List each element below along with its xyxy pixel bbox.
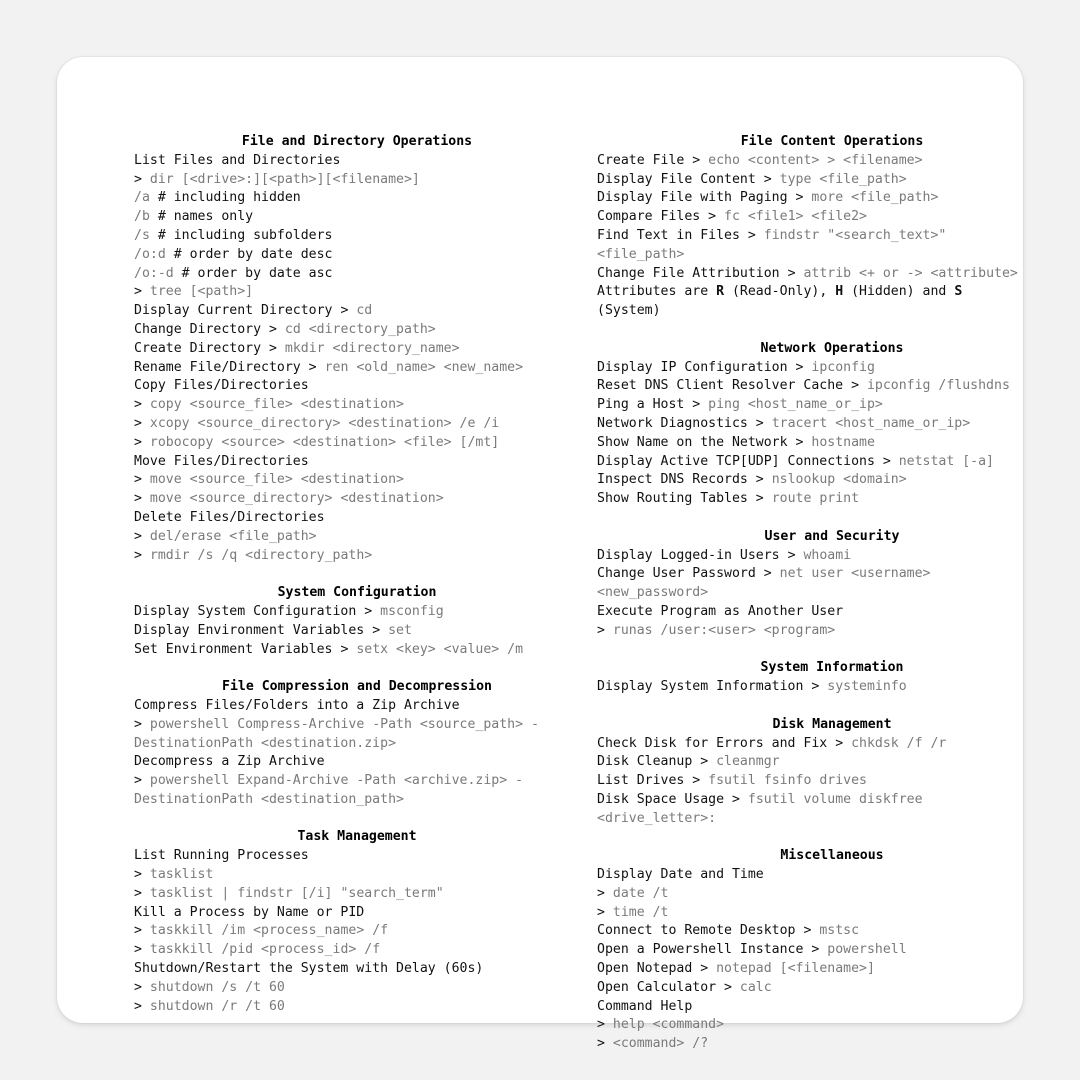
command-text: powershell Compress-Archive -Path <source_path> - xyxy=(149,716,539,732)
prompt-arrow: > xyxy=(692,961,717,977)
prompt-arrow: > xyxy=(716,979,740,995)
command-line xyxy=(597,265,1067,284)
command-text: del/erase <file_path> xyxy=(149,528,317,544)
command-line xyxy=(134,265,580,284)
section-title-system-configuration: System Configuration xyxy=(277,585,437,601)
prompt-arrow: > xyxy=(261,321,285,337)
command-line xyxy=(597,208,1067,227)
prompt-arrow: > xyxy=(747,415,772,431)
prompt-arrow: > xyxy=(692,754,717,770)
command-line xyxy=(597,885,1067,904)
description-text: (System) xyxy=(597,303,661,319)
description-text: Shutdown/Restart the System with Delay (60s) xyxy=(134,961,484,977)
command-text: calc xyxy=(739,979,772,995)
command-line xyxy=(597,283,1067,302)
command-text: setx <key> <value> /m xyxy=(356,641,524,657)
command-line xyxy=(134,753,580,772)
command-text: /o:-d xyxy=(134,265,174,281)
prompt-arrow: > xyxy=(134,284,150,300)
command-line xyxy=(597,565,1067,584)
prompt-arrow: > xyxy=(779,547,804,563)
prompt-arrow: > xyxy=(843,378,867,394)
prompt-arrow: > xyxy=(134,397,150,413)
description-text: Execute Program as Another User xyxy=(597,603,844,619)
command-text: set xyxy=(388,622,412,638)
command-text: move <source_directory> <destination> xyxy=(149,491,444,507)
prompt-arrow: > xyxy=(261,340,285,356)
description-text: Network Diagnostics xyxy=(597,415,748,431)
section-title-system-information: System Information xyxy=(760,660,904,676)
command-text: fc <file1> <file2> xyxy=(724,209,867,225)
command-line xyxy=(134,302,580,321)
command-text: time /t xyxy=(612,904,669,920)
command-text: echo <content> > <filename> xyxy=(708,152,923,168)
command-line xyxy=(597,922,1067,941)
description-text: # names only xyxy=(149,209,254,225)
command-line xyxy=(134,377,580,396)
description-text: List Drives xyxy=(597,773,685,789)
command-text: whoami xyxy=(803,547,852,563)
command-line xyxy=(134,434,580,453)
prompt-arrow: > xyxy=(134,867,150,883)
prompt-arrow: > xyxy=(684,152,709,168)
prompt-arrow: > xyxy=(724,791,748,807)
prompt-arrow: > xyxy=(597,1036,613,1052)
command-text: runas /user:<user> <program> xyxy=(612,622,836,638)
command-line xyxy=(597,359,1067,378)
section-spacer xyxy=(597,828,1067,847)
command-line xyxy=(134,904,580,923)
prompt-arrow: > xyxy=(700,209,725,225)
section-title-disk-management: Disk Management xyxy=(772,716,892,732)
prompt-arrow: > xyxy=(684,773,709,789)
description-text: Command Help xyxy=(597,998,693,1014)
prompt-arrow: > xyxy=(787,434,812,450)
attribute-letter: R xyxy=(716,284,725,300)
command-text: ping <host_name_or_ip> xyxy=(708,397,883,413)
command-text: hostname xyxy=(811,434,875,450)
description-text: (Read-Only), xyxy=(724,284,836,300)
command-line xyxy=(597,227,1067,246)
prompt-arrow: > xyxy=(597,885,613,901)
description-text: # including subfolders xyxy=(149,227,333,243)
command-text: cd <directory_path> xyxy=(284,321,436,337)
command-line xyxy=(134,603,580,622)
command-line xyxy=(597,189,1067,208)
command-line xyxy=(134,283,580,302)
command-line xyxy=(134,227,580,246)
command-text: copy <source_file> <destination> xyxy=(149,397,404,413)
description-text: Change User Password xyxy=(597,566,756,582)
description-text: Check Disk for Errors and Fix xyxy=(597,735,828,751)
command-text: taskkill /im <process_name> /f xyxy=(149,923,389,939)
command-text: <new_password> xyxy=(597,585,709,601)
command-line xyxy=(134,791,580,810)
description-text: Reset DNS Client Resolver Cache xyxy=(597,378,844,394)
command-line xyxy=(134,509,580,528)
prompt-arrow: > xyxy=(755,566,780,582)
prompt-arrow: > xyxy=(332,641,357,657)
command-line xyxy=(597,998,1067,1017)
command-line xyxy=(597,941,1067,960)
command-text: attrib <+ or -> <attribute> xyxy=(803,265,1018,281)
command-line xyxy=(597,415,1067,434)
description-text: Copy Files/Directories xyxy=(134,378,309,394)
command-text: cleanmgr xyxy=(716,754,780,770)
description-text: Display Environment Variables xyxy=(134,622,365,638)
command-text: move <source_file> <destination> xyxy=(149,472,404,488)
command-text: xcopy <source_directory> <destination> /e /i xyxy=(149,415,500,431)
command-text: rmdir /s /q <directory_path> xyxy=(149,547,373,563)
command-line xyxy=(597,152,1067,171)
command-line xyxy=(134,471,580,490)
section-title-file-content-operations: File Content Operations xyxy=(740,134,924,149)
prompt-arrow: > xyxy=(747,472,772,488)
command-line xyxy=(597,678,1067,697)
command-text: fsutil fsinfo drives xyxy=(708,773,867,789)
command-text: robocopy <source> <destination> <file> [/mt] xyxy=(149,434,500,450)
command-line xyxy=(134,735,580,754)
command-line xyxy=(134,415,580,434)
command-text: taskkill /pid <process_id> /f xyxy=(149,942,381,958)
command-text: route print xyxy=(771,491,860,507)
description-text: Compress Files/Folders into a Zip Archive xyxy=(134,697,460,713)
prompt-arrow: > xyxy=(803,679,828,695)
description-text: List Files and Directories xyxy=(134,152,341,168)
command-line xyxy=(597,735,1067,754)
prompt-arrow: > xyxy=(134,716,150,732)
description-text: Show Routing Tables xyxy=(597,491,748,507)
command-line xyxy=(134,208,580,227)
prompt-arrow: > xyxy=(134,491,150,507)
command-line xyxy=(134,189,580,208)
command-line xyxy=(597,622,1067,641)
section-title-task-management: Task Management xyxy=(297,829,417,845)
command-text: powershell xyxy=(827,942,907,958)
description-text: Disk Cleanup xyxy=(597,754,693,770)
command-line xyxy=(597,471,1067,490)
command-text: <file_path> xyxy=(597,246,685,262)
section-spacer xyxy=(597,509,1067,528)
command-line xyxy=(134,340,580,359)
description-text: Attributes are xyxy=(597,284,717,300)
command-line xyxy=(597,1035,1067,1054)
prompt-arrow: > xyxy=(597,904,613,920)
command-line xyxy=(597,377,1067,396)
command-line xyxy=(134,716,580,735)
description-text: Compare Files xyxy=(597,209,701,225)
prompt-arrow: > xyxy=(803,942,828,958)
command-text: help <command> xyxy=(612,1017,725,1033)
description-text: Display IP Configuration xyxy=(597,359,788,375)
command-line xyxy=(134,359,580,378)
description-text: Find Text in Files xyxy=(597,227,740,243)
command-text: DestinationPath <destination.zip> xyxy=(134,735,397,751)
command-text: cd xyxy=(356,303,373,319)
command-text: notepad [<filename>] xyxy=(716,961,875,977)
command-text: msconfig xyxy=(380,603,444,619)
prompt-arrow: > xyxy=(134,942,150,958)
command-line xyxy=(597,302,1067,321)
command-text: <command> /? xyxy=(612,1036,709,1052)
prompt-arrow: > xyxy=(597,1017,613,1033)
prompt-arrow: > xyxy=(134,415,150,431)
prompt-arrow: > xyxy=(787,190,812,206)
command-line xyxy=(134,979,580,998)
command-line xyxy=(134,697,580,716)
command-line xyxy=(597,547,1067,566)
description-text: Display File Content xyxy=(597,171,756,187)
section-title-file-and-directory-operations: File and Directory Operations xyxy=(241,134,473,149)
description-text: Open Notepad xyxy=(597,961,693,977)
command-text: tree [<path>] xyxy=(149,284,254,300)
command-text: nslookup <domain> xyxy=(771,472,907,488)
description-text: Ping a Host xyxy=(597,397,685,413)
command-text: shutdown /r /t 60 xyxy=(149,998,285,1014)
command-text: tracert <host_name_or_ip> xyxy=(771,415,971,431)
command-line xyxy=(597,979,1067,998)
description-text: Move Files/Directories xyxy=(134,453,309,469)
command-line xyxy=(134,321,580,340)
prompt-arrow: > xyxy=(134,434,150,450)
command-text: ren <old_name> <new_name> xyxy=(324,359,524,375)
description-text: Change File Attribution xyxy=(597,265,780,281)
command-text: dir [<drive>:][<path>][<filename>] xyxy=(149,171,420,187)
description-text: Create Directory xyxy=(134,340,262,356)
command-text: /s xyxy=(134,227,150,243)
command-line xyxy=(134,866,580,885)
prompt-arrow: > xyxy=(356,603,381,619)
section-spacer xyxy=(597,321,1067,340)
section-spacer xyxy=(134,810,580,829)
attribute-letter: S xyxy=(954,284,963,300)
description-text: Decompress a Zip Archive xyxy=(134,754,325,770)
prompt-arrow: > xyxy=(134,472,150,488)
description-text: Display Logged-in Users xyxy=(597,547,780,563)
description-text: Display Active TCP[UDP] Connections xyxy=(597,453,875,469)
description-text: Open Calculator xyxy=(597,979,717,995)
command-line xyxy=(597,171,1067,190)
command-line xyxy=(134,622,580,641)
command-line xyxy=(597,753,1067,772)
prompt-arrow: > xyxy=(300,359,325,375)
prompt-arrow: > xyxy=(332,303,357,319)
prompt-arrow: > xyxy=(795,923,820,939)
prompt-arrow: > xyxy=(134,979,150,995)
attribute-letter: H xyxy=(835,284,844,300)
description-text: Delete Files/Directories xyxy=(134,509,325,525)
command-text: mkdir <directory_name> xyxy=(284,340,460,356)
description-text: List Running Processes xyxy=(134,848,309,864)
command-text: <drive_letter>: xyxy=(597,810,717,826)
prompt-arrow: > xyxy=(787,359,812,375)
description-text: # including hidden xyxy=(149,190,301,206)
description-text: Create File xyxy=(597,152,685,168)
description-text: (Hidden) and xyxy=(843,284,955,300)
command-text: findstr "<search_text>" xyxy=(763,227,947,243)
prompt-arrow: > xyxy=(134,998,150,1014)
description-text: Set Environment Variables xyxy=(134,641,333,657)
command-text: type <file_path> xyxy=(779,171,907,187)
command-text: fsutil volume diskfree xyxy=(747,791,923,807)
prompt-arrow: > xyxy=(747,491,772,507)
command-text: netstat [-a] xyxy=(898,453,994,469)
section-title-user-and-security: User and Security xyxy=(764,528,900,544)
command-line xyxy=(134,885,580,904)
cheatsheet-card xyxy=(57,57,1023,1052)
description-text: Connect to Remote Desktop xyxy=(597,923,796,939)
command-line xyxy=(597,490,1067,509)
command-line xyxy=(597,904,1067,923)
command-line xyxy=(597,960,1067,979)
description-text: Open a Powershell Instance xyxy=(597,942,804,958)
command-line xyxy=(597,810,1067,829)
section-spacer xyxy=(597,697,1067,716)
command-line xyxy=(597,396,1067,415)
command-line xyxy=(134,547,580,566)
prompt-arrow: > xyxy=(684,397,709,413)
command-line xyxy=(134,847,580,866)
command-line xyxy=(597,791,1067,810)
description-text: Display System Information xyxy=(597,679,804,695)
right-column xyxy=(597,133,1067,1054)
command-line xyxy=(134,490,580,509)
command-line xyxy=(134,922,580,941)
prompt-arrow: > xyxy=(739,227,764,243)
description-text: Display Current Directory xyxy=(134,303,333,319)
command-line xyxy=(597,584,1067,603)
prompt-arrow: > xyxy=(874,453,899,469)
section-spacer xyxy=(134,565,580,584)
command-text: tasklist | findstr [/i] "search_term" xyxy=(149,885,444,901)
description-text: Show Name on the Network xyxy=(597,434,788,450)
command-text: ipconfig /flushdns xyxy=(866,378,1010,394)
description-text: Rename File/Directory xyxy=(134,359,301,375)
description-text: Inspect DNS Records xyxy=(597,472,748,488)
command-text: ipconfig xyxy=(811,359,875,375)
description-text: # order by date desc xyxy=(165,246,333,262)
description-text: Disk Space Usage xyxy=(597,791,725,807)
description-text: Display Date and Time xyxy=(597,867,764,883)
prompt-arrow: > xyxy=(134,171,150,187)
command-text: systeminfo xyxy=(827,679,907,695)
section-spacer xyxy=(134,659,580,678)
command-text: /a xyxy=(134,190,150,206)
description-text: Kill a Process by Name or PID xyxy=(134,904,365,920)
command-line xyxy=(597,866,1067,885)
command-line xyxy=(597,603,1067,622)
command-line xyxy=(597,246,1067,265)
command-text: mstsc xyxy=(819,923,860,939)
prompt-arrow: > xyxy=(134,547,150,563)
prompt-arrow: > xyxy=(364,622,389,638)
section-title-miscellaneous: Miscellaneous xyxy=(780,848,884,864)
command-text: net user <username> xyxy=(779,566,931,582)
command-text: powershell Expand-Archive -Path <archive.zip> - xyxy=(149,773,524,789)
command-text: date /t xyxy=(612,885,669,901)
command-line xyxy=(597,1016,1067,1035)
prompt-arrow: > xyxy=(134,773,150,789)
command-line xyxy=(597,434,1067,453)
prompt-arrow: > xyxy=(755,171,780,187)
command-text: more <file_path> xyxy=(811,190,939,206)
section-title-network-operations: Network Operations xyxy=(760,340,904,356)
section-spacer xyxy=(597,641,1067,660)
command-text: /o:d xyxy=(134,246,166,262)
command-text: chkdsk /f /r xyxy=(851,735,947,751)
command-text: shutdown /s /t 60 xyxy=(149,979,285,995)
left-column xyxy=(134,133,580,1016)
command-line xyxy=(134,453,580,472)
command-text: DestinationPath <destination_path> xyxy=(134,791,404,807)
prompt-arrow: > xyxy=(134,923,150,939)
command-line xyxy=(134,941,580,960)
command-line xyxy=(134,960,580,979)
prompt-arrow: > xyxy=(597,622,613,638)
description-text: Display File with Paging xyxy=(597,190,788,206)
command-text: /b xyxy=(134,209,150,225)
prompt-arrow: > xyxy=(827,735,852,751)
prompt-arrow: > xyxy=(134,528,150,544)
command-line xyxy=(134,152,580,171)
prompt-arrow: > xyxy=(134,885,150,901)
section-title-file-compression-and-decompression: File Compression and Decompression xyxy=(222,679,492,695)
command-line xyxy=(134,528,580,547)
command-line xyxy=(134,246,580,265)
command-line xyxy=(134,641,580,660)
description-text: # order by date asc xyxy=(173,265,333,281)
description-text: Change Directory xyxy=(134,321,262,337)
command-line xyxy=(134,171,580,190)
command-line xyxy=(597,453,1067,472)
command-line xyxy=(134,772,580,791)
description-text: Display System Configuration xyxy=(134,603,357,619)
command-text: tasklist xyxy=(149,867,214,883)
command-line xyxy=(134,998,580,1017)
prompt-arrow: > xyxy=(779,265,804,281)
command-line xyxy=(597,772,1067,791)
command-line xyxy=(134,396,580,415)
